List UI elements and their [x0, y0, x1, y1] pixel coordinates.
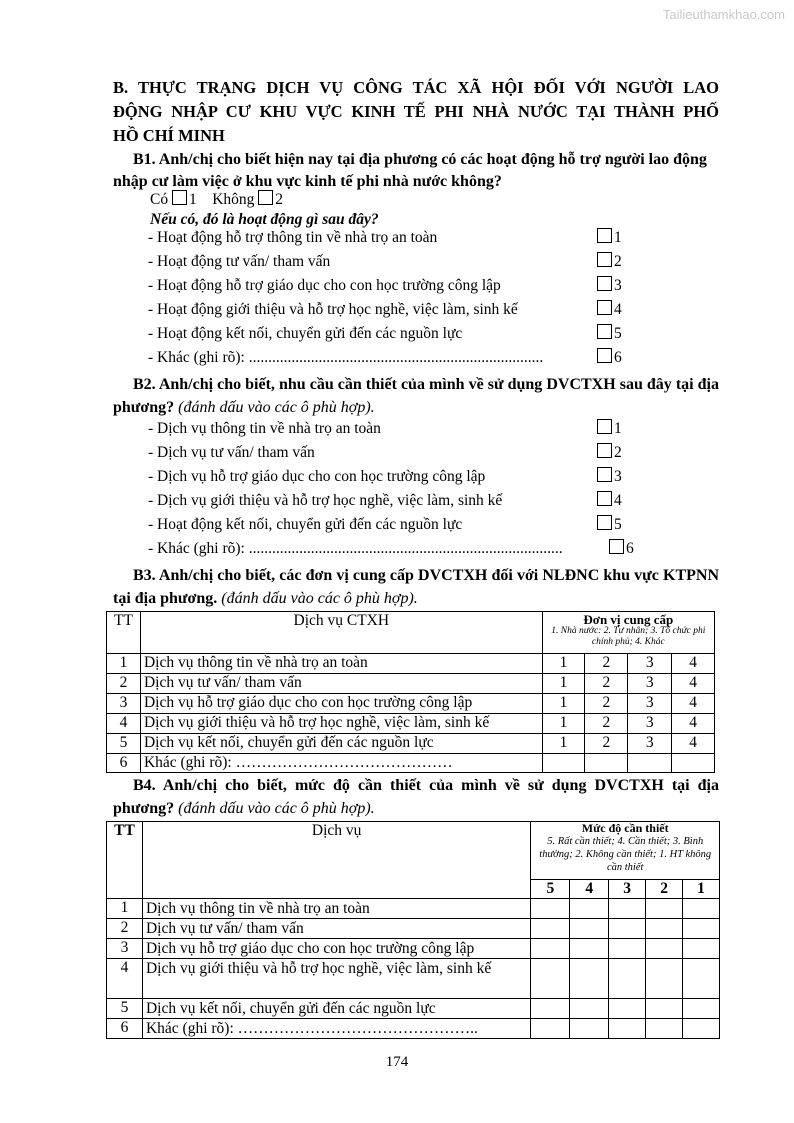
row-service: Dịch vụ kết nối, chuyển gửi đến các nguồn lực — [140, 734, 542, 754]
table-b3-header — [107, 612, 715, 654]
b2-option-code: 4 — [614, 492, 622, 509]
question-b3 — [113, 564, 719, 610]
b2-option-choice — [597, 419, 622, 439]
provider-option[interactable]: 4 — [672, 694, 715, 714]
level-cell[interactable] — [531, 899, 570, 919]
level-header: 3 — [609, 880, 646, 899]
b2-option-code: 1 — [614, 420, 622, 437]
table-b4-level-note: 5. Rất cần thiết; 4. Cần thiết; 3. Bình thường; 2. Không cần thiết; 1. HT không cần thiết — [539, 836, 712, 873]
row-service: Dịch vụ giới thiệu và hỗ trợ học nghề, việc làm, sinh kế — [140, 714, 542, 734]
level-cell[interactable] — [609, 939, 646, 959]
level-cell[interactable] — [531, 959, 570, 999]
level-header: 5 — [531, 880, 570, 899]
table-row — [107, 1019, 720, 1039]
section-title — [113, 76, 719, 148]
table-row — [107, 654, 715, 674]
row-service: Khác (ghi rõ): ……………………………………….. — [142, 1019, 530, 1039]
b1-followup: Nếu có, đó là hoạt động gì sau đây? — [150, 211, 379, 228]
table-row — [107, 899, 720, 919]
b1-yes-code: 1 — [188, 191, 197, 208]
provider-option[interactable]: 1 — [542, 654, 585, 674]
level-cell[interactable] — [609, 919, 646, 939]
b1-option-code: 2 — [614, 253, 622, 270]
question-b4 — [113, 774, 719, 820]
b1-option-choice — [597, 252, 622, 272]
level-header: 4 — [570, 880, 609, 899]
level-cell[interactable] — [570, 939, 609, 959]
b2-option-label: - Dịch vụ thông tin về nhà trọ an toàn — [148, 420, 381, 437]
row-tt: 1 — [107, 899, 143, 919]
level-cell[interactable] — [646, 919, 683, 939]
b1-option-checkbox[interactable] — [597, 300, 612, 315]
question-b4-text: B4. Anh/chị cho biết, mức độ cần thiết của mình về sử dụng DVCTXH tại địa phương? — [113, 777, 719, 817]
provider-option[interactable] — [585, 754, 628, 773]
b2-option-choice — [597, 467, 622, 487]
b1-option-checkbox[interactable] — [597, 324, 612, 339]
row-service: Dịch vụ giới thiệu và hỗ trợ học nghề, việc làm, sinh kế — [142, 959, 530, 999]
row-service: Dịch vụ tư vấn/ tham vấn — [140, 674, 542, 694]
level-cell[interactable] — [683, 1019, 720, 1039]
level-cell[interactable] — [570, 959, 609, 999]
level-cell[interactable] — [531, 919, 570, 939]
level-cell[interactable] — [683, 899, 720, 919]
table-b4-level-title: Mức độ cần thiết — [581, 821, 669, 835]
row-service: Dịch vụ tư vấn/ tham vấn — [142, 919, 530, 939]
page-number: 174 — [385, 1054, 409, 1070]
level-header: 1 — [683, 880, 720, 899]
b1-option-choice — [597, 228, 622, 248]
question-b1: B1. Anh/chị cho biết hiện nay tại địa phương có các hoạt động hỗ trợ người lao động nhập cư làm việc ở khu vực kinh tế phi nhà nước không? — [113, 151, 707, 190]
b1-option-choice — [597, 300, 622, 320]
row-tt: 2 — [107, 674, 141, 694]
b2-option-label: - Dịch vụ giới thiệu và hỗ trợ học nghề, việc làm, sinh kế — [148, 492, 503, 509]
b2-option-checkbox[interactable] — [609, 539, 624, 554]
level-cell[interactable] — [570, 999, 609, 1019]
provider-option[interactable]: 4 — [672, 654, 715, 674]
b2-option-choice — [597, 491, 622, 511]
table-row — [107, 674, 715, 694]
level-cell[interactable] — [609, 959, 646, 999]
provider-option[interactable]: 4 — [672, 674, 715, 694]
b2-option-code: 3 — [614, 468, 622, 485]
provider-option[interactable]: 1 — [542, 674, 585, 694]
b1-option-choice — [597, 276, 622, 296]
level-cell[interactable] — [531, 1019, 570, 1039]
b1-option-code: 6 — [614, 349, 622, 366]
b1-no-code: 2 — [275, 191, 284, 208]
level-cell[interactable] — [609, 1019, 646, 1039]
question-b3-text: B3. Anh/chị cho biết, các đơn vị cung cấp DVCTXH đối với NLĐNC khu vực KTPNN tại địa phương. — [113, 567, 719, 607]
b2-option-label: - Dịch vụ hỗ trợ giáo dục cho con học trường công lập — [148, 468, 486, 485]
row-tt: 5 — [107, 999, 143, 1019]
level-cell[interactable] — [646, 1019, 683, 1039]
table-b3-provider-note: 1. Nhà nước: 2. Tư nhân; 3. Tổ chức phi chính phủ; 4. Khác — [551, 626, 706, 647]
provider-option[interactable]: 3 — [628, 674, 672, 694]
level-cell[interactable] — [646, 999, 683, 1019]
b2-option-choice — [597, 515, 622, 535]
row-tt: 2 — [107, 919, 143, 939]
b2-option-code: 2 — [614, 444, 622, 461]
row-service: Dịch vụ hỗ trợ giáo dục cho con học trường công lập — [140, 694, 542, 714]
row-tt: 3 — [107, 694, 141, 714]
table-row — [107, 754, 715, 773]
table-b3 — [106, 611, 715, 773]
provider-option[interactable] — [628, 754, 672, 773]
level-cell[interactable] — [646, 959, 683, 999]
b1-option-checkbox[interactable] — [597, 252, 612, 267]
question-b2-text: B2. Anh/chị cho biết, nhu cầu cần thiết của mình về sử dụng DVCTXH sau đây tại địa phương? — [113, 376, 719, 416]
b2-option-choice — [597, 443, 622, 463]
table-row — [107, 714, 715, 734]
row-tt: 1 — [107, 654, 141, 674]
row-service: Dịch vụ hỗ trợ giáo dục cho con học trường công lập — [142, 939, 530, 959]
provider-option[interactable]: 3 — [628, 694, 672, 714]
b1-option-label: - Hoạt động hỗ trợ giáo dục cho con học trường công lập — [148, 277, 501, 294]
provider-option[interactable]: 2 — [585, 734, 628, 754]
row-tt: 6 — [107, 754, 141, 773]
provider-option[interactable]: 3 — [628, 734, 672, 754]
provider-option[interactable]: 1 — [542, 714, 585, 734]
b1-yes-label: Có — [150, 191, 169, 208]
table-row — [107, 734, 715, 754]
row-tt: 4 — [107, 714, 141, 734]
b1-no-label: Không — [212, 191, 255, 208]
b1-option-label: - Khác (ghi rõ): ............................................................................ — [148, 349, 544, 366]
b1-option-choice — [597, 324, 622, 344]
row-tt: 3 — [107, 939, 143, 959]
table-row — [107, 919, 720, 939]
table-row — [107, 999, 720, 1019]
row-service: Dịch vụ thông tin về nhà trọ an toàn — [142, 899, 530, 919]
b1-option-checkbox[interactable] — [597, 348, 612, 363]
table-b4-col-service: Dịch vụ — [142, 822, 530, 899]
table-b4-col-tt: TT — [107, 822, 143, 899]
b1-yes-no — [150, 190, 283, 210]
watermark: Tailieuthamkhao.com — [662, 7, 785, 22]
question-b2 — [113, 373, 719, 419]
b2-option-label: - Dịch vụ tư vấn/ tham vấn — [148, 444, 315, 461]
level-cell[interactable] — [609, 999, 646, 1019]
b1-option-code: 5 — [614, 325, 622, 342]
level-cell[interactable] — [683, 959, 720, 999]
level-cell[interactable] — [646, 899, 683, 919]
provider-option[interactable]: 2 — [585, 654, 628, 674]
b2-option-label: - Khác (ghi rõ): ................................................................................. — [148, 540, 563, 557]
level-cell[interactable] — [683, 919, 720, 939]
section-title-line-2: ĐỘNG NHẬP CƯ KHU VỰC KINH TẾ PHI NHÀ NƯỚC TẠI THÀNH PHỐ — [113, 102, 719, 121]
row-tt: 5 — [107, 734, 141, 754]
table-b4-header — [107, 822, 720, 880]
table-b3-col-provider — [542, 612, 714, 654]
b1-option-choice — [597, 348, 622, 368]
table-row — [107, 694, 715, 714]
row-service: Dịch vụ thông tin về nhà trọ an toàn — [140, 654, 542, 674]
provider-option[interactable]: 1 — [542, 734, 585, 754]
question-b3-note: (đánh dấu vào các ô phù hợp). — [221, 590, 418, 607]
section-title-line-3: HỒ CHÍ MINH — [113, 126, 225, 145]
level-cell[interactable] — [531, 939, 570, 959]
level-cell[interactable] — [531, 999, 570, 1019]
b2-option-choice — [609, 539, 634, 559]
table-row — [107, 959, 720, 999]
row-tt: 4 — [107, 959, 143, 999]
row-service: Dịch vụ kết nối, chuyển gửi đến các nguồn lực — [142, 999, 530, 1019]
b1-option-checkbox[interactable] — [597, 276, 612, 291]
level-cell[interactable] — [570, 899, 609, 919]
b1-option-label: - Hoạt động kết nối, chuyển gửi đến các nguồn lực — [148, 325, 463, 342]
b2-option-code: 6 — [626, 540, 634, 557]
level-cell[interactable] — [609, 899, 646, 919]
b1-yes-checkbox[interactable] — [172, 190, 187, 205]
b1-option-code: 1 — [614, 229, 622, 246]
level-cell[interactable] — [646, 939, 683, 959]
level-cell[interactable] — [570, 919, 609, 939]
b2-option-checkbox[interactable] — [597, 491, 612, 506]
provider-option[interactable]: 1 — [542, 694, 585, 714]
b1-no-checkbox[interactable] — [258, 190, 273, 205]
table-b3-col-service: Dịch vụ CTXH — [140, 612, 542, 654]
b1-option-label: - Hoạt động giới thiệu và hỗ trợ học nghề, việc làm, sinh kế — [148, 301, 518, 318]
row-service: Khác (ghi rõ): …………………………………… — [140, 754, 542, 773]
level-cell[interactable] — [570, 1019, 609, 1039]
provider-option[interactable]: 2 — [585, 674, 628, 694]
provider-option[interactable]: 2 — [585, 694, 628, 714]
provider-option[interactable]: 4 — [672, 714, 715, 734]
b2-option-checkbox[interactable] — [597, 467, 612, 482]
row-tt: 6 — [107, 1019, 143, 1039]
b1-option-code: 4 — [614, 301, 622, 318]
table-b3-provider-title: Đơn vị cung cấp — [583, 612, 674, 627]
b2-option-checkbox[interactable] — [597, 443, 612, 458]
table-b3-col-tt: TT — [107, 612, 141, 654]
b2-option-label: - Hoạt động kết nối, chuyển gửi đến các nguồn lực — [148, 516, 463, 533]
level-header: 2 — [646, 880, 683, 899]
table-b4-col-level — [531, 822, 720, 880]
b1-option-code: 3 — [614, 277, 622, 294]
question-b4-note: (đánh dấu vào các ô phù hợp). — [178, 800, 375, 817]
table-b4 — [106, 821, 720, 1039]
question-b2-note: (đánh dấu vào các ô phù hợp). — [178, 399, 375, 416]
provider-option[interactable]: 2 — [585, 714, 628, 734]
table-row — [107, 939, 720, 959]
b2-option-checkbox[interactable] — [597, 419, 612, 434]
b2-option-checkbox[interactable] — [597, 515, 612, 530]
level-cell[interactable] — [683, 999, 720, 1019]
provider-option[interactable] — [542, 754, 585, 773]
level-cell[interactable] — [683, 939, 720, 959]
provider-option[interactable]: 4 — [672, 734, 715, 754]
provider-option[interactable]: 3 — [628, 654, 672, 674]
b1-option-label: - Hoạt động hỗ trợ thông tin về nhà trọ an toàn — [148, 229, 438, 246]
section-title-line-1: B. THỰC TRẠNG DỊCH VỤ CÔNG TÁC XÃ HỘI ĐỐI VỚI NGƯỜI LAO — [113, 78, 719, 97]
b2-option-code: 5 — [614, 516, 622, 533]
provider-option[interactable] — [672, 754, 715, 773]
b1-option-checkbox[interactable] — [597, 228, 612, 243]
b1-option-label: - Hoạt động tư vấn/ tham vấn — [148, 253, 331, 270]
provider-option[interactable]: 3 — [628, 714, 672, 734]
